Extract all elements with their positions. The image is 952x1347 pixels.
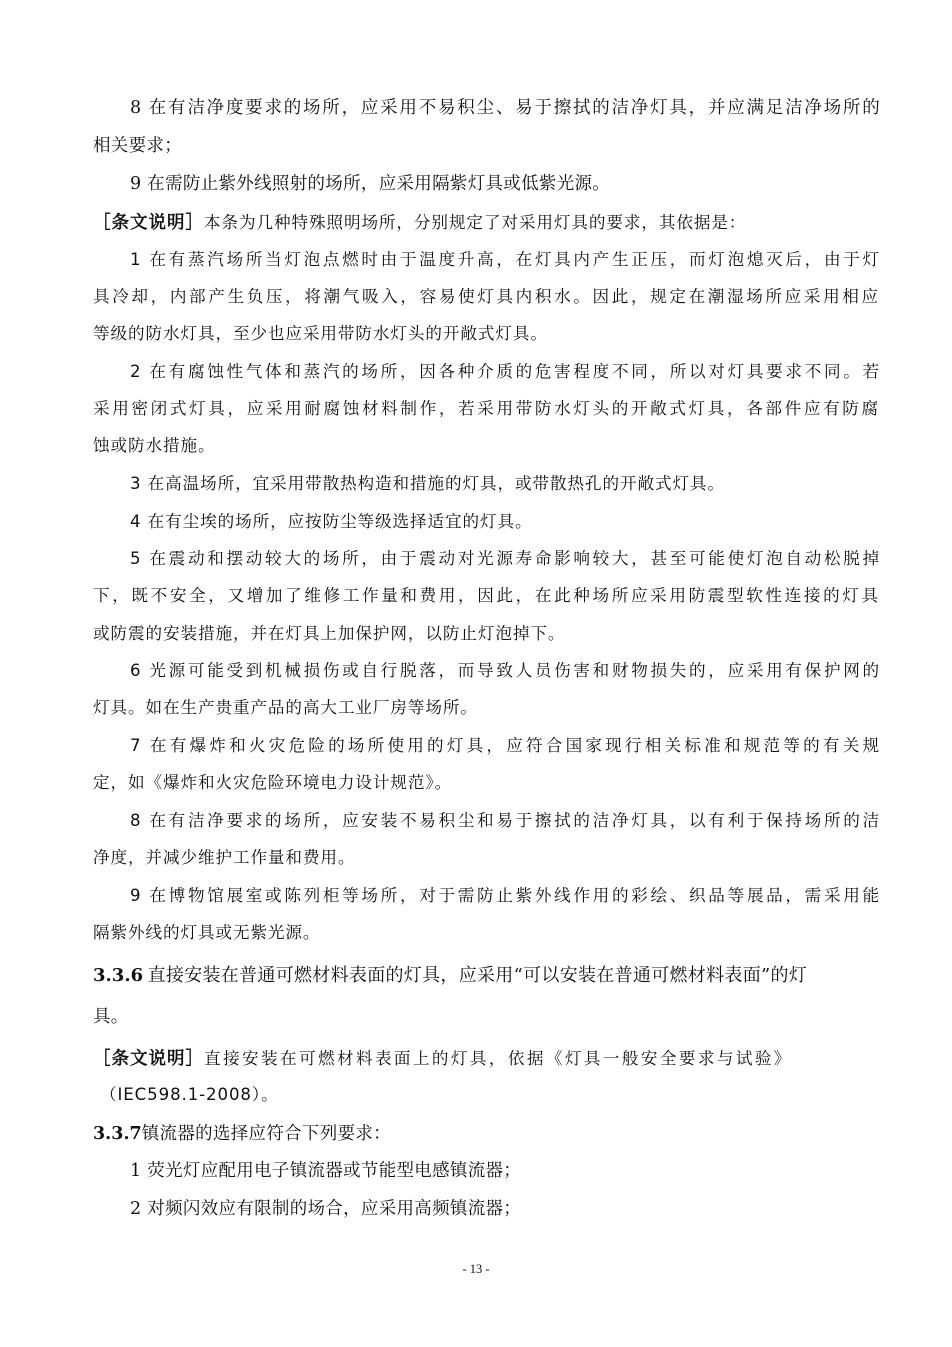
text-line: 相关要求； (93, 136, 182, 156)
text-line: 2 在有腐蚀性气体和蒸汽的场所，因各种介质的危害程度不同，所以对灯具要求不同。若 (130, 362, 880, 381)
clause-note-paragraph (93, 210, 746, 235)
page-number: - 13 - (462, 1262, 490, 1276)
text-line: 镇流器的选择应符合下列要求： (141, 1124, 391, 1144)
text-line: （IEC598.1-2008）。 (100, 1085, 279, 1104)
text-line: 采用密闭式灯具，应采用耐腐蚀材料制作，若采用带防水灯头的开敞式灯具，各部件应有防腐 (93, 399, 879, 418)
text-line: 9 在需防止紫外线照射的场所，应采用隔紫灯具或低紫光源。 (130, 174, 611, 194)
text-line: 具冷却，内部产生负压，将潮气吸入，容易使灯具内积水。因此，规定在潮湿场所应采用相应 (93, 287, 879, 306)
text-line: 等级的防水灯具，至少也应采用带防水灯头的开敞式灯具。 (93, 324, 548, 343)
text-line: 下，既不安全，又增加了维修工作量和费用，因此，在此种场所应采用防震型软性连接的灯具 (93, 586, 879, 605)
text-line: 7 在有爆炸和火灾危险的场所使用的灯具，应符合国家现行相关标准和规范等的有关规 (130, 736, 880, 755)
clause-note-label: ［条文说明］ (93, 213, 204, 233)
text-line: 6 光源可能受到机械损伤或自行脱落，而导致人员伤害和财物损失的，应采用有保护网的 (130, 661, 880, 680)
text-line: 直接安装在普通可燃材料表面的灯具，应采用“可以安装在普通可燃材料表面”的灯 (147, 965, 808, 986)
text-line: 隔紫外线的灯具或无紫光源。 (93, 923, 321, 942)
text-line: 本条为几种特殊照明场所，分别规定了对采用灯具的要求，其依据是： (204, 213, 747, 232)
text-line: 净度，并减少维护工作量和费用。 (93, 848, 356, 867)
text-line: 定，如《爆炸和火灾危险环境电力设计规范》。 (93, 773, 453, 792)
text-line: 灯具。如在生产贵重产品的高大工业厂房等场所。 (93, 698, 478, 717)
text-line: 蚀或防水措施。 (93, 436, 216, 455)
clause-note-label: ［条文说明］ (93, 1049, 204, 1069)
text-line: 3 在高温场所，宜采用带散热构造和措施的灯具，或带散热孔的开敞式灯具。 (130, 474, 725, 493)
text-line: 5 在震动和摆动较大的场所，由于震动对光源寿命影响较大，甚至可能使灯泡自动松脱掉 (130, 549, 880, 568)
section-3-3-7 (93, 1121, 391, 1146)
text-line: 9 在博物馆展室或陈列柜等场所，对于需防止紫外线作用的彩绘、织品等展品，需采用能 (130, 886, 880, 905)
text-line: 具。 (93, 1007, 129, 1027)
section-number: 3.3.7 (93, 1124, 142, 1144)
text-line: 1 在有蒸汽场所当灯泡点燃时由于温度升高，在灯具内产生正压，而灯泡熄灭后，由于灯 (130, 250, 880, 269)
section-3-3-6 (93, 963, 807, 988)
clause-note-paragraph (93, 1046, 793, 1071)
text-line: 4 在有尘埃的场所，应按防尘等级选择适宜的灯具。 (130, 512, 533, 531)
text-line: 直接安装在可燃材料表面上的灯具，依据《灯具一般安全要求与试验》 (204, 1049, 793, 1068)
text-line: 或防震的安装措施，并在灯具上加保护网，以防止灯泡掉下。 (93, 624, 566, 643)
text-line: 8 在有洁净要求的场所，应安装不易积尘和易于擦拭的洁净灯具，以有利于保持场所的洁 (130, 811, 880, 830)
section-number: 3.3.6 (93, 965, 144, 986)
text-line: 2 对频闪效应有限制的场合，应采用高频镇流器； (130, 1199, 522, 1219)
text-line: 1 荧光灯应配用电子镇流器或节能型电感镇流器； (130, 1161, 522, 1181)
text-line: 8 在有洁净度要求的场所，应采用不易积尘、易于擦拭的洁净灯具，并应满足洁净场所的 (130, 98, 880, 118)
